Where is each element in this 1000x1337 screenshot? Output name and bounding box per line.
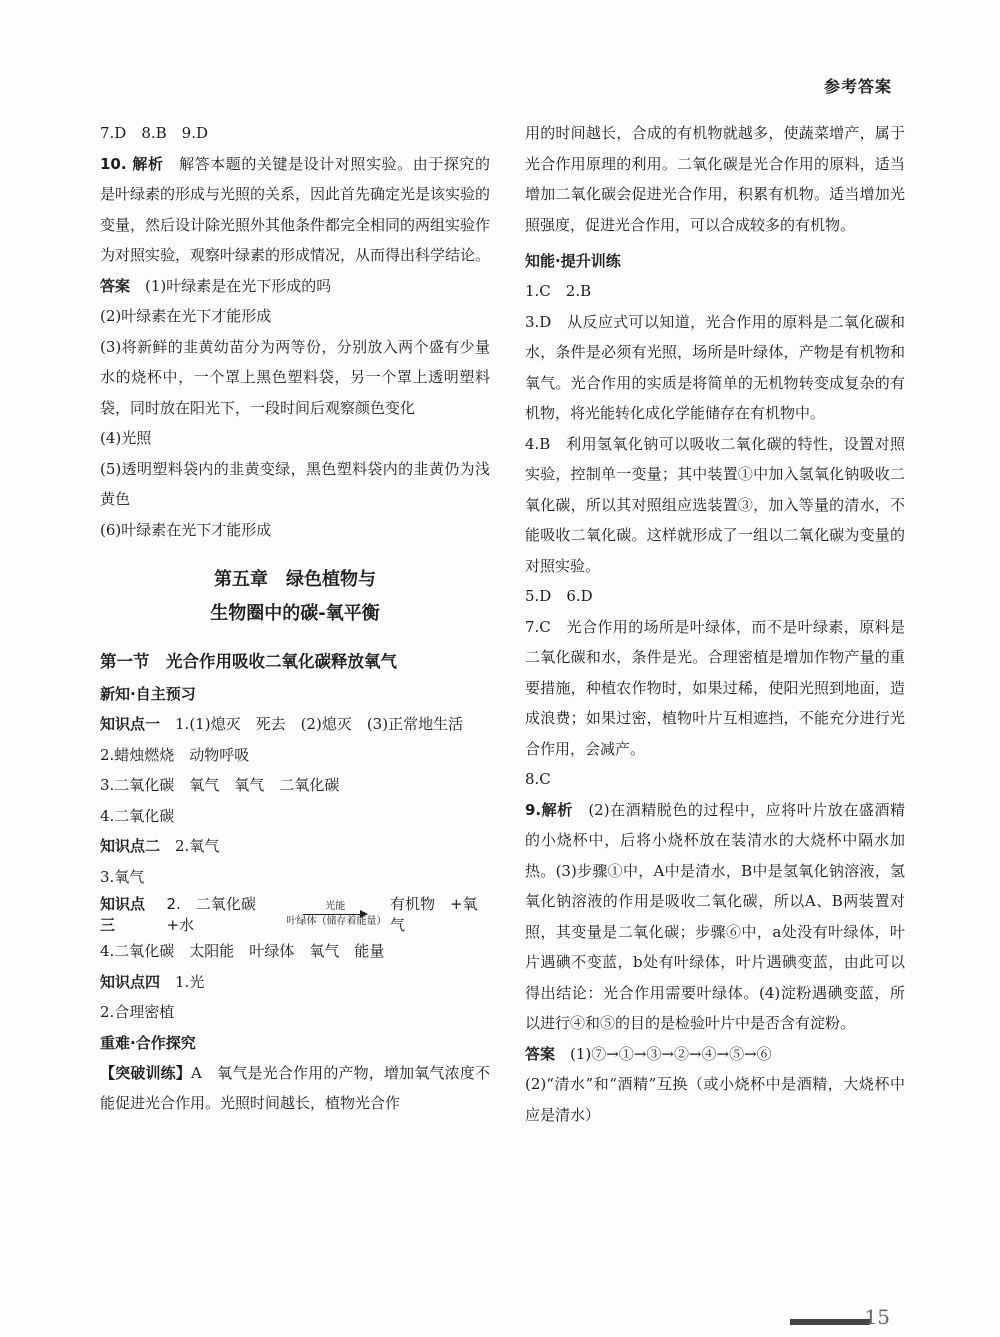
knowledge-label: 知识点二 [100, 837, 161, 855]
analysis-label: 9.解析 [525, 800, 573, 819]
answer-item: (6)叶绿素在光下才能形成 [100, 520, 272, 539]
chapter-title [100, 563, 490, 631]
analysis-paragraph [100, 149, 490, 271]
knowledge-item [100, 709, 490, 740]
equation-reactants: 2. 二氧化碳+水 [166, 895, 256, 934]
knowledge-text: 2.氧气 [160, 837, 220, 855]
knowledge-text: 1.(1)熄灭 死去 (2)熄灭 (3)正常地生活 [160, 715, 464, 733]
answer-line: 7.D 8.B 9.D [100, 124, 209, 142]
answer-item [525, 1039, 905, 1070]
knowledge-label: 知识点一 [100, 715, 161, 733]
chapter-title-line1: 第五章 绿色植物与 [214, 569, 376, 590]
knowledge-item: 4.二氧化碳 太阳能 叶绿体 氧气 能量 [100, 942, 385, 960]
answer-paragraph: 4.B 利用氢氧化钠可以吸收二氧化碳的特性，设置对照实验，控制单一变量；其中装置①中加入氢氧化钠吸收二氧化碳，所以其对照组应选装置③，加入等量的清水，不能吸收二氧化碳。这样就形成了一组以二氧化碳为变量的对照实验。 [525, 434, 905, 575]
right-column [525, 118, 905, 1130]
page-number: 15 [864, 1305, 890, 1329]
analysis-text: (2)在酒精脱色的过程中，应将叶片放在盛酒精的小烧杯中，后将小烧杯放在装清水的大烧杯中隔水加热。(3)步骤①中，A中是清水，B中是氢氧化钠溶液，氢氧化钠溶液的作用是吸收二氧化碳，所以A、B两装置对照，其变量是二氧化碳；步骤⑥中，a处没有叶绿体，叶片遇碘不变蓝，b处有叶绿体，叶片遇碘变蓝，由此可以得出结论：光合作用需要叶绿体。(4)淀粉遇碘变蓝，所以进行④和⑤的目的是检验叶片中是否含有淀粉。 [525, 800, 905, 1032]
knowledge-item: 2.合理密植 [100, 1003, 175, 1021]
section-title: 第一节 光合作用吸收二氧化碳释放氧气 [100, 652, 397, 671]
answer-text: (1)⑦→①→③→②→④→⑤→⑥ [555, 1044, 772, 1063]
answer-line: 5.D 6.D [525, 587, 593, 605]
training-label: 【突破训练】 [100, 1063, 191, 1082]
knowledge-text: 1.光 [160, 972, 205, 991]
knowledge-item: 3.氧气 [100, 867, 145, 886]
answer-label: 答案 [100, 276, 131, 295]
left-column [100, 118, 490, 1119]
subsection-title: 重难·合作探究 [100, 1033, 196, 1052]
equation-products: 有机物 +氧气 [389, 895, 478, 934]
photosynthesis-equation [100, 892, 490, 936]
subsection-title: 知能·提升训练 [525, 252, 621, 270]
answer-line: 8.C [525, 770, 551, 788]
arrow-condition-bottom: 叶绿体（储存着能量） [286, 915, 387, 927]
subsection-title: 新知·自主预习 [100, 685, 196, 703]
answer-item: (2)“清水”和“酒精”互换（或小烧杯中是酒精，大烧杯中应是清水） [525, 1075, 905, 1124]
answer-item: (5)透明塑料袋内的韭黄变绿，黑色塑料袋内的韭黄仍为浅黄色 [100, 459, 490, 508]
answer-line: 1.C 2.B [525, 282, 592, 300]
training-paragraph [100, 1058, 490, 1119]
answer-item [100, 271, 490, 302]
knowledge-item: 3.二氧化碳 氧气 氧气 二氧化碳 [100, 776, 340, 794]
continued-paragraph: 用的时间越长，合成的有机物就越多，使蔬菜增产，属于光合作用原理的利用。二氧化碳是光合作用的原料，适当增加二氧化碳会促进光合作用，积累有机物。适当增加光照强度，促进光合作用，可以合成较多的有机物。 [525, 124, 905, 234]
arrow-condition-top: 光能 [325, 900, 346, 912]
knowledge-item: 4.二氧化碳 [100, 806, 175, 825]
arrow-icon [303, 914, 367, 915]
reaction-arrow [286, 900, 387, 928]
page-footer-bar [790, 1319, 870, 1325]
page-header: 参考答案 [823, 77, 892, 96]
answer-paragraph: 3.D 从反应式可以知道，光合作用的原料是二氧化碳和水，条件是必须有光照，场所是叶绿体，产物是有机物和氧气。光合作用的实质是将简单的无机物转变成复杂的有机物，将光能转化成化学能储存在有机物中。 [525, 312, 905, 422]
answer-item: (3)将新鲜的韭黄幼苗分为两等份，分别放入两个盛有少量水的烧杯中，一个罩上黑色塑料袋，另一个罩上透明塑料袋，同时放在阳光下，一段时间后观察颜色变化 [100, 337, 490, 417]
answer-label: 答案 [525, 1044, 556, 1063]
training-text: A 氧气是光合作用的产物，增加氧气浓度不能促进光合作用。光照时间越长，植物光合作 [100, 1063, 490, 1112]
knowledge-item [100, 967, 490, 998]
answer-text: (1)叶绿素是在光下形成的吗 [130, 276, 332, 295]
knowledge-label: 知识点四 [100, 972, 161, 991]
analysis-text: 解答本题的关键是设计对照实验。由于探究的是叶绿素的形成与光照的关系，因此首先确定光是该实验的变量，然后设计除光照外其他条件都完全相同的两组实验作为对照实验，观察叶绿素的形成情况，从而得出科学结论。 [100, 154, 491, 264]
analysis-paragraph [525, 795, 905, 1039]
analysis-label: 10. 解析 [100, 154, 164, 173]
answer-item: (4)光照 [100, 429, 152, 447]
answer-paragraph: 7.C 光合作用的场所是叶绿体，而不是叶绿素，原料是二氧化碳和水，条件是光。合理密植是增加作物产量的重要措施，种植农作物时，如果过稀，使阳光照到地面，造成浪费；如果过密，植物叶片互相遮挡，不能充分进行光合作用，会减产。 [525, 617, 905, 758]
answer-item: (2)叶绿素在光下才能形成 [100, 307, 272, 325]
chapter-title-line2: 生物圈中的碳-氧平衡 [210, 603, 380, 624]
knowledge-item: 2.蜡烛燃烧 动物呼吸 [100, 745, 250, 764]
knowledge-label: 知识点三 [100, 895, 146, 934]
knowledge-item [100, 831, 490, 862]
